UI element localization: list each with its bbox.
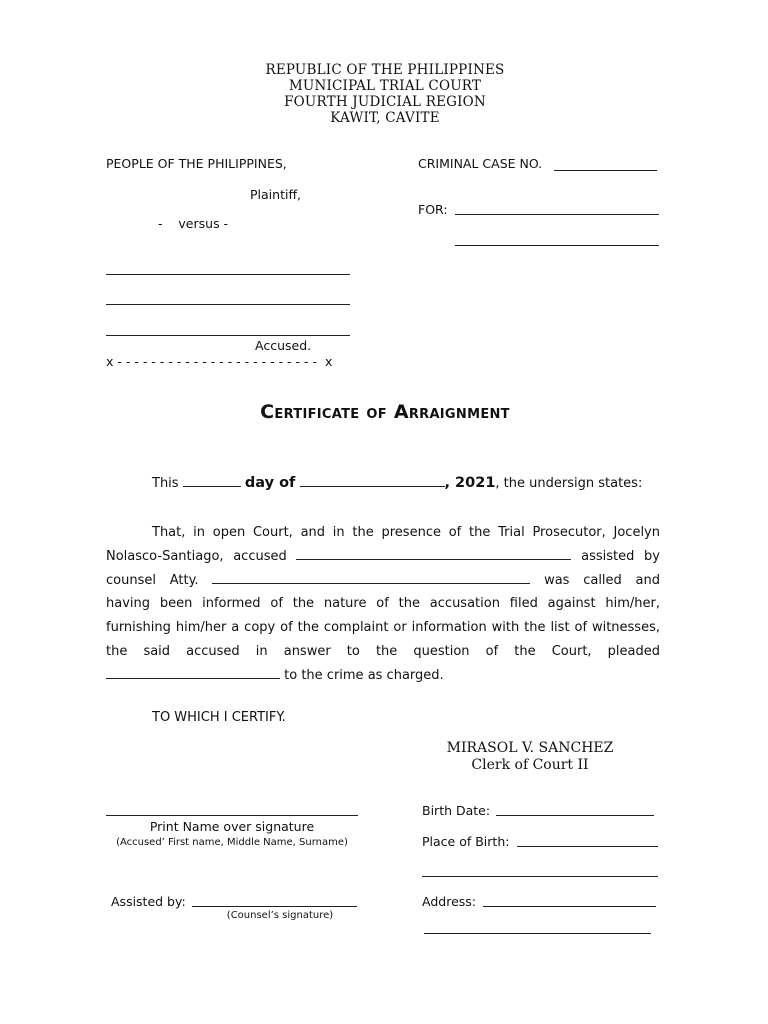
accused-label: Accused. [255,338,312,353]
plea-field[interactable] [106,666,280,679]
intro-line [152,475,642,491]
name-hint: (Accused’ First name, Middle Name, Surname) [116,837,348,848]
birth-date-label: Birth Date: [422,803,491,818]
accused-name-line-3[interactable] [106,335,350,336]
place-of-birth-field[interactable] [517,846,658,847]
case-number-field[interactable] [554,170,657,171]
intro-day-of: day of [244,475,296,491]
accused-name-line-1[interactable] [106,274,350,275]
place-of-birth-label: Place of Birth: [422,834,510,849]
body-paragraph [106,521,660,688]
birth-date-field[interactable] [496,815,654,816]
signatory-position: Clerk of Court II [471,757,589,773]
caption-separator: x - - - - - - - - - - - - - - - - - - - - - - - - x [106,354,333,369]
day-field[interactable] [183,475,241,487]
header-region: FOURTH JUDICIAL REGION [284,94,486,110]
body-text-3: was called and having been informed of the nature of the accusation filed against him/her, furnishing him/her a copy of the complaint or information with the list of witnesses, the said accused in answer to the question of the Court, pleaded [106,572,660,659]
document-title: Certificate of Arraignment [260,401,510,423]
case-number-label: CRIMINAL CASE NO. [418,156,543,171]
intro-rest: , the undersign states: [495,476,643,491]
header-location: KAWIT, CAVITE [330,110,440,126]
counsel-hint: (Counsel’s signature) [226,910,334,921]
body-text-2: assisted by counsel Atty. [106,548,660,588]
header-republic: REPUBLIC OF THE PHILIPPINES [265,62,505,78]
body-text-1: That, in open Court, and in the presence of the Trial Prosecutor, Jocelyn Nolasco-Santiago, accused [106,525,660,564]
assisted-by-label: Assisted by: [111,894,186,909]
address-field[interactable] [483,906,656,907]
intro-this: This [152,476,179,491]
body-text-4: to the crime as charged. [284,667,444,683]
for-label: FOR: [418,202,448,217]
intro-year: , 2021 [444,475,496,491]
address-label: Address: [422,894,476,909]
accused-signature-line[interactable] [106,815,358,816]
offense-field-1[interactable] [455,214,659,215]
accused-name-line-2[interactable] [106,304,350,305]
party-name: PEOPLE OF THE PHILIPPINES, [106,156,287,171]
plaintiff-label: Plaintiff, [250,187,302,202]
counsel-name-field[interactable] [212,571,530,584]
month-field[interactable] [300,475,445,487]
signatory-name: MIRASOL V. SANCHEZ [446,740,614,756]
address-field-2[interactable] [424,933,651,934]
print-name-label: Print Name over signature [149,819,315,834]
counsel-signature-line[interactable] [192,906,357,907]
offense-field-2[interactable] [455,245,659,246]
certify-text: TO WHICH I CERTIFY. [152,710,286,725]
versus-label: - versus - [158,216,229,231]
accused-name-field[interactable] [296,547,571,560]
header-court: MUNICIPAL TRIAL COURT [288,78,482,94]
place-of-birth-field-2[interactable] [422,876,658,877]
